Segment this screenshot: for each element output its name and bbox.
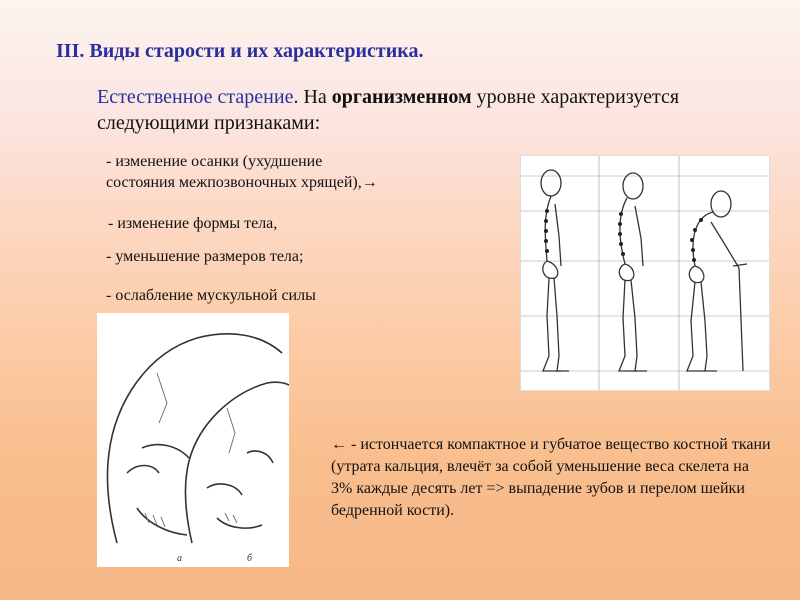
lead-paragraph [97,84,737,136]
sign-body-shape: - изменение формы тела, [108,215,278,232]
skull-comparison-image [97,313,289,567]
bone-tissue-note: ← - истончается компактное и губчатое вещество костной ткани (утрата кальция, влечёт за собой уменьшение веса скелета на 3% каждые десять лет => выпадение зубов и перелом шейки бедренной кости). [331,436,771,519]
sign-body-size: - уменьшение размеров тела; [106,248,304,265]
posture-skeletons-image [520,155,770,391]
lead-bold-word: организменном [331,86,472,108]
slide-title: III. Виды старости и их характеристика. [56,40,424,62]
skull-label-a: а [177,553,182,564]
lead-term: Естественное старение [97,86,294,108]
sign-posture-cont: состояния межпозвоночных хрящей),→ [106,174,378,191]
skull-label-b: б [247,553,253,564]
sign-muscle-strength: - ослабление мускульной силы [106,287,316,304]
lead-text-2: уровне характеризуется следующими признаками: [97,86,680,134]
sign-posture: - изменение осанки (ухудшение [106,153,323,170]
lead-text-1: . На [293,86,332,108]
